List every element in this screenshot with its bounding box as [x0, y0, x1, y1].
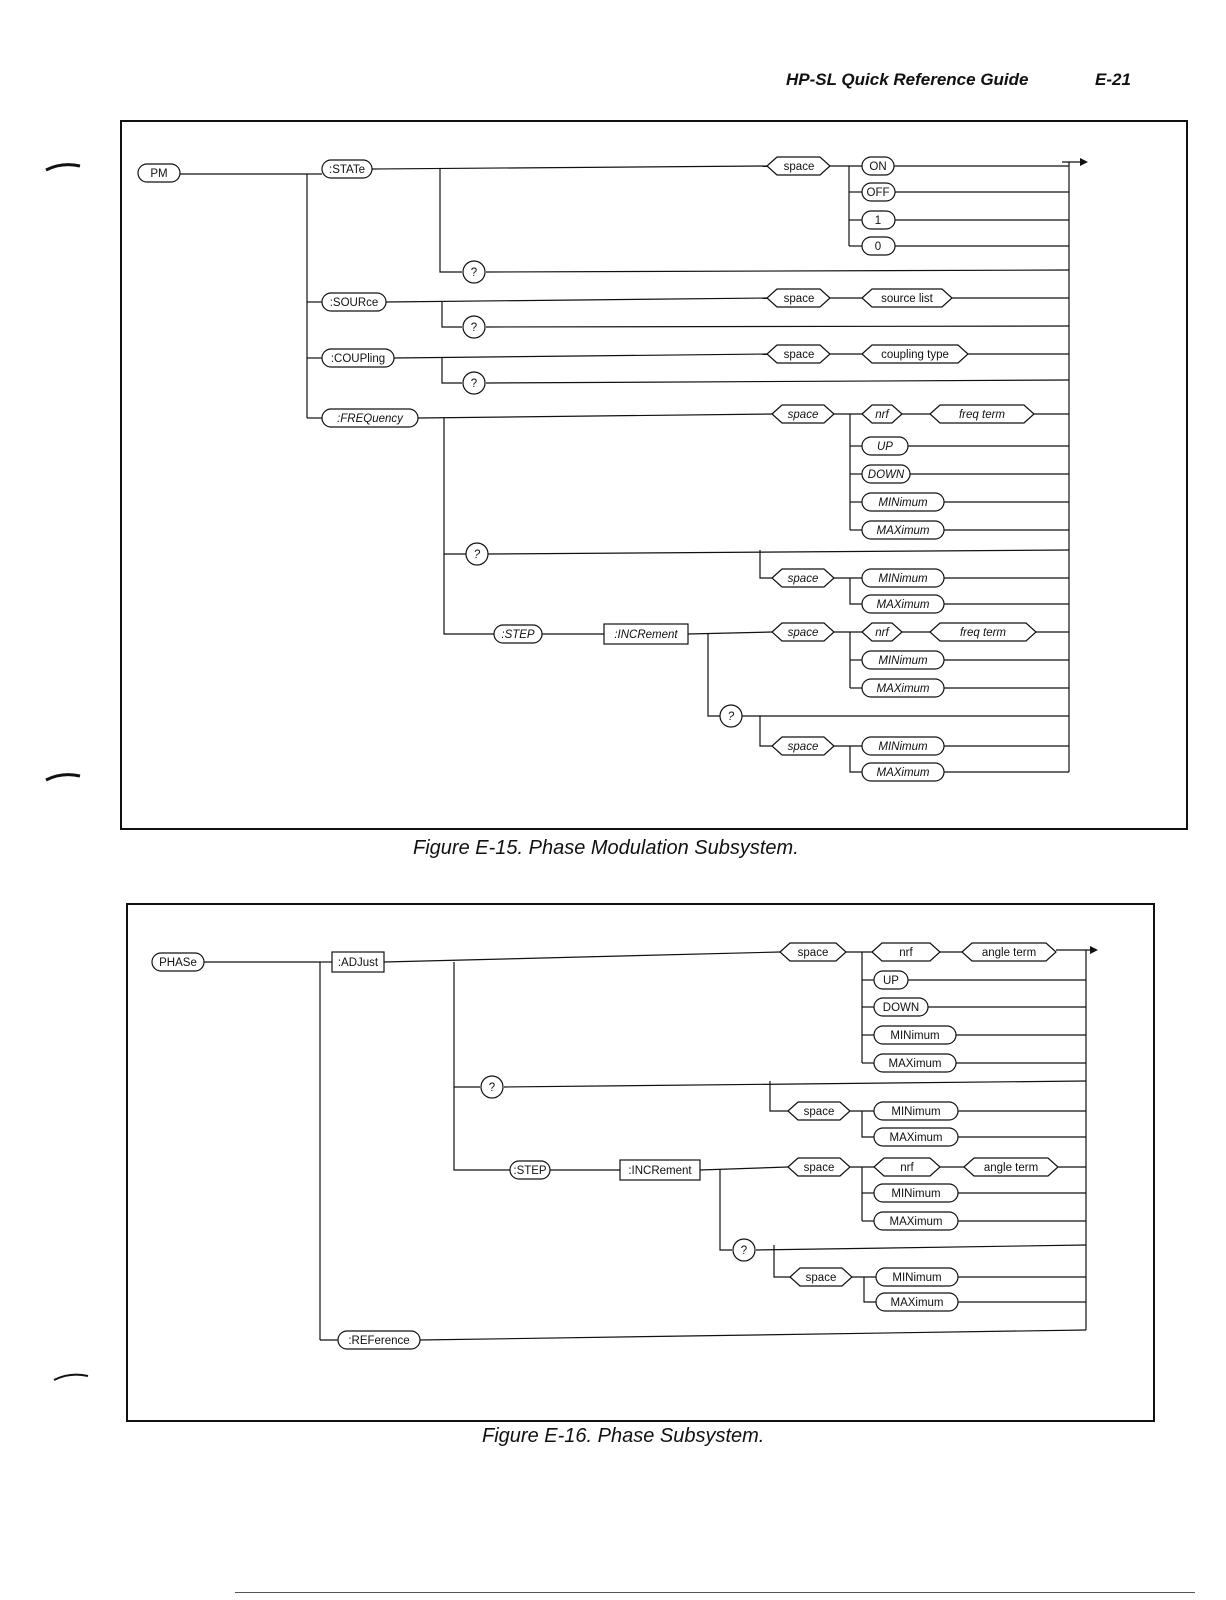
- freq-query-max-node: [862, 595, 944, 613]
- phase-inc-angle-term-node: [964, 1158, 1058, 1176]
- source-node: [322, 293, 386, 311]
- svg-text::INCRement: :INCRement: [628, 1165, 692, 1177]
- svg-text:space: space: [787, 573, 819, 585]
- phase-inc-query-min-node: [876, 1268, 958, 1286]
- svg-text:MAXimum: MAXimum: [876, 683, 930, 695]
- svg-text:PM: PM: [150, 168, 168, 180]
- increment-nrf-node: [862, 623, 902, 641]
- running-header-title: HP-SL Quick Reference Guide: [786, 70, 1029, 89]
- frequency-term-node: [930, 405, 1034, 423]
- svg-text:space: space: [803, 1106, 835, 1118]
- svg-text::STEP: :STEP: [513, 1165, 547, 1177]
- inc-query-space-node: [772, 737, 834, 755]
- svg-text:freq term: freq term: [959, 627, 1007, 639]
- state-node: [322, 160, 372, 178]
- svg-text:nrf: nrf: [875, 627, 889, 639]
- svg-text:nrf: nrf: [900, 1162, 914, 1174]
- frequency-max-node: [862, 521, 944, 539]
- svg-text:?: ?: [473, 549, 481, 561]
- svg-text:MINimum: MINimum: [892, 1272, 942, 1284]
- adjust-nrf-node: [872, 943, 940, 961]
- increment-min-node: [862, 651, 944, 669]
- svg-text:space: space: [803, 1162, 835, 1174]
- frequency-node: [322, 409, 418, 427]
- coupling-query-node: [463, 372, 485, 394]
- svg-text::INCRement: :INCRement: [614, 629, 678, 641]
- margin-mark: [52, 1370, 92, 1384]
- source-query-node: [463, 316, 485, 338]
- frequency-up-node: [862, 437, 908, 455]
- pm-syntax-diagram: [120, 120, 1188, 830]
- phase-inc-query-space-node: [790, 1268, 852, 1286]
- svg-text::REFerence: :REFerence: [348, 1335, 410, 1347]
- freq-query-space-node: [772, 569, 834, 587]
- source-list-node: [862, 289, 952, 307]
- state-query-node: [463, 261, 485, 283]
- svg-text:?: ?: [488, 1082, 496, 1094]
- coupling-node: [322, 349, 394, 367]
- state-space-node: [767, 157, 830, 175]
- phase-inc-query-node: [733, 1239, 755, 1261]
- phase-inc-space-node: [788, 1158, 850, 1176]
- svg-text:MINimum: MINimum: [878, 573, 928, 585]
- phase-root-node: [152, 953, 204, 971]
- svg-text:DOWN: DOWN: [882, 1002, 920, 1014]
- svg-text:space: space: [783, 293, 815, 305]
- page-number: E-21: [1095, 70, 1131, 89]
- svg-text:space: space: [783, 349, 815, 361]
- adjust-angle-term-node: [962, 943, 1056, 961]
- zero-node: [862, 237, 895, 255]
- svg-text:space: space: [797, 947, 829, 959]
- svg-text::STEP: :STEP: [501, 629, 535, 641]
- svg-text:?: ?: [470, 267, 478, 279]
- adjust-min-node: [874, 1026, 956, 1044]
- svg-text:MAXimum: MAXimum: [890, 1297, 944, 1309]
- svg-text:1: 1: [874, 215, 882, 227]
- phase-inc-query-max-node: [876, 1293, 958, 1311]
- svg-text:MINimum: MINimum: [890, 1030, 940, 1042]
- svg-text:source list: source list: [881, 293, 933, 305]
- frequency-nrf-node: [862, 405, 902, 423]
- svg-text:MAXimum: MAXimum: [888, 1058, 942, 1070]
- phase-inc-min-node: [874, 1184, 958, 1202]
- svg-text::COUPling: :COUPling: [330, 353, 386, 365]
- svg-text:MAXimum: MAXimum: [876, 599, 930, 611]
- adjust-query-max-node: [874, 1128, 958, 1146]
- inc-query-max-node: [862, 763, 944, 781]
- svg-text:MAXimum: MAXimum: [876, 767, 930, 779]
- svg-text:MINimum: MINimum: [891, 1106, 941, 1118]
- svg-text:?: ?: [740, 1245, 748, 1257]
- svg-text:coupling type: coupling type: [881, 349, 949, 361]
- svg-text::SOURce: :SOURce: [329, 297, 379, 309]
- svg-text:space: space: [783, 161, 815, 173]
- adjust-query-min-node: [874, 1102, 958, 1120]
- freq-query-min-node: [862, 569, 944, 587]
- svg-text:freq term: freq term: [958, 409, 1006, 421]
- coupling-space-node: [767, 345, 830, 363]
- adjust-space-node: [780, 943, 846, 961]
- source-space-node: [767, 289, 830, 307]
- svg-text:MAXimum: MAXimum: [876, 525, 930, 537]
- svg-text:OFF: OFF: [866, 187, 890, 199]
- svg-text:?: ?: [470, 322, 478, 334]
- phase-syntax-diagram: [126, 903, 1155, 1422]
- off-node: [862, 183, 895, 201]
- svg-text:space: space: [787, 409, 819, 421]
- svg-text:UP: UP: [877, 441, 893, 453]
- on-node: [862, 157, 894, 175]
- increment-max-node: [862, 679, 944, 697]
- svg-text:angle term: angle term: [983, 1162, 1039, 1174]
- increment-node: [604, 624, 688, 644]
- phase-inc-nrf-node: [874, 1158, 940, 1176]
- svg-text:angle term: angle term: [981, 947, 1037, 959]
- adjust-query-space-node: [788, 1102, 850, 1120]
- frequency-min-node: [862, 493, 944, 511]
- svg-text:space: space: [787, 627, 819, 639]
- svg-text:?: ?: [470, 378, 478, 390]
- step-node: [494, 625, 542, 643]
- svg-text:0: 0: [874, 241, 882, 253]
- adjust-node: [332, 952, 384, 972]
- frequency-query-node: [466, 543, 488, 565]
- svg-text:MINimum: MINimum: [891, 1188, 941, 1200]
- margin-mark: [44, 160, 84, 174]
- svg-text:MAXimum: MAXimum: [889, 1216, 943, 1228]
- reference-node: [338, 1331, 420, 1349]
- adjust-max-node: [874, 1054, 956, 1072]
- pm-root-node: [138, 164, 180, 182]
- svg-text:space: space: [787, 741, 819, 753]
- adjust-query-node: [481, 1076, 503, 1098]
- svg-text::FREQuency: :FREQuency: [337, 413, 403, 425]
- frequency-space-node: [772, 405, 834, 423]
- svg-text:MINimum: MINimum: [878, 741, 928, 753]
- svg-text:PHASe: PHASe: [159, 957, 197, 969]
- phase-increment-node: [620, 1160, 700, 1180]
- svg-text::ADJust: :ADJust: [337, 957, 379, 969]
- svg-text:DOWN: DOWN: [867, 469, 905, 481]
- figure-caption: Figure E-16. Phase Subsystem.: [482, 1425, 765, 1447]
- figure-caption: Figure E-15. Phase Modulation Subsystem.: [413, 837, 799, 859]
- increment-term-node: [930, 623, 1036, 641]
- svg-text:MINimum: MINimum: [878, 655, 928, 667]
- footer-rule: [235, 1592, 1195, 1593]
- svg-text:ON: ON: [869, 161, 887, 173]
- phase-inc-max-node: [874, 1212, 958, 1230]
- svg-text:MAXimum: MAXimum: [889, 1132, 943, 1144]
- frequency-down-node: [862, 465, 910, 483]
- svg-text:MINimum: MINimum: [878, 497, 928, 509]
- increment-query-node: [720, 705, 742, 727]
- margin-mark: [44, 770, 84, 784]
- svg-text:nrf: nrf: [875, 409, 889, 421]
- svg-text:space: space: [805, 1272, 837, 1284]
- svg-text:?: ?: [727, 711, 735, 723]
- phase-step-node: [510, 1161, 550, 1179]
- inc-query-min-node: [862, 737, 944, 755]
- increment-space-node: [772, 623, 834, 641]
- svg-text::STATe: :STATe: [329, 164, 365, 176]
- svg-text:nrf: nrf: [899, 947, 913, 959]
- svg-text:UP: UP: [883, 975, 899, 987]
- adjust-up-node: [874, 971, 908, 989]
- coupling-type-node: [862, 345, 968, 363]
- adjust-down-node: [874, 998, 928, 1016]
- one-node: [862, 211, 895, 229]
